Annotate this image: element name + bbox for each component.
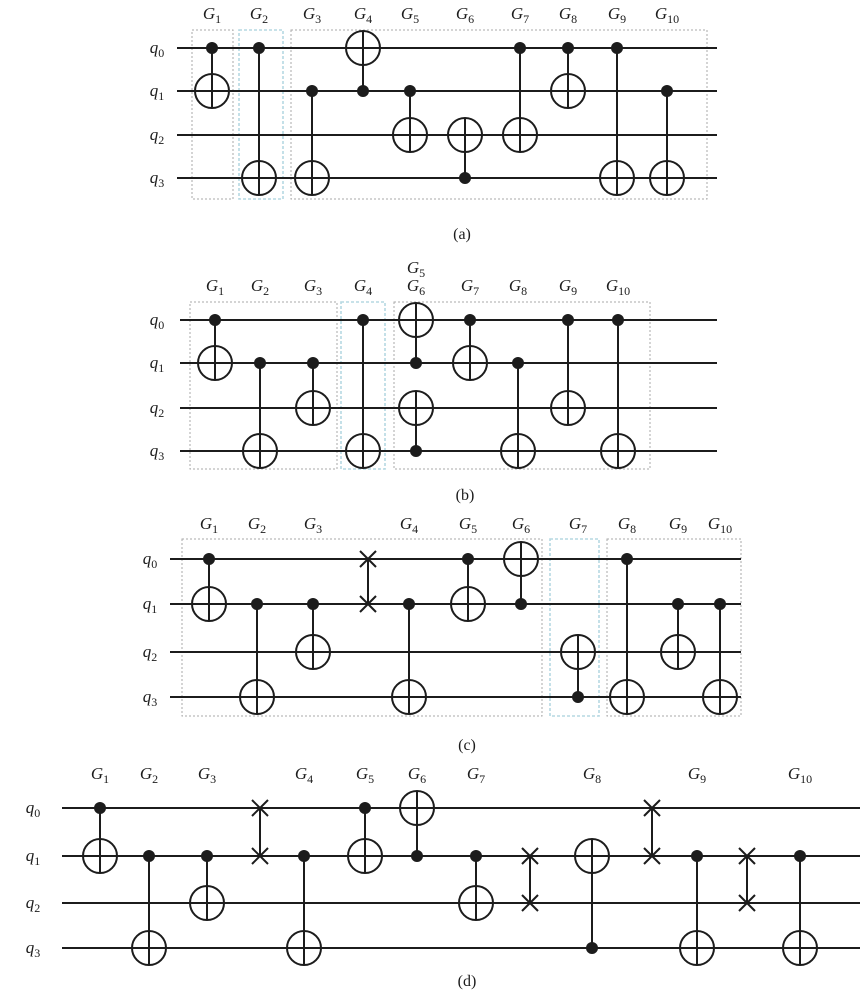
qubit-label-q2: $q_2$ (25, 893, 41, 915)
gate-label-G7: $G_7$ (460, 276, 480, 298)
stage-box (291, 30, 707, 199)
gate-label-G8: $G_8$ (617, 514, 637, 536)
gate-label-G5: $G_5$ (458, 514, 478, 536)
control-dot (459, 172, 471, 184)
qubit-label-q2: $q_2$ (149, 398, 165, 420)
gate-label-G4: $G_4$ (399, 514, 419, 536)
control-dot (572, 691, 584, 703)
gate-label-G3: $G_3$ (303, 514, 323, 536)
control-dot (611, 42, 623, 54)
gate-label-G8: $G_8$ (558, 4, 578, 26)
qubit-label-q2: $q_2$ (149, 125, 165, 147)
qubit-label-q3: $q_3$ (142, 687, 158, 709)
gate-label-G6: $G_6$ (406, 276, 426, 298)
gate-label-G2: $G_2$ (247, 514, 267, 536)
control-dot (462, 553, 474, 565)
qubit-label-q1: $q_1$ (149, 353, 165, 375)
gate-label-G2: $G_2$ (139, 764, 159, 786)
control-dot (794, 850, 806, 862)
gate-label-G1: $G_1$ (90, 764, 110, 786)
control-dot (357, 85, 369, 97)
qubit-label-q0: $q_0$ (25, 798, 41, 820)
gate-label-G1: $G_1$ (199, 514, 219, 536)
control-dot (514, 42, 526, 54)
control-dot (562, 314, 574, 326)
control-dot (253, 42, 265, 54)
gate-label-G6: $G_6$ (511, 514, 531, 536)
control-dot (691, 850, 703, 862)
gate-label-G1: $G_1$ (205, 276, 225, 298)
control-dot (515, 598, 527, 610)
gate-label-G5: $G_5$ (400, 4, 420, 26)
control-dot (307, 598, 319, 610)
gate-label-G5: $G_5$ (406, 258, 426, 280)
gate-label-G3: $G_3$ (197, 764, 217, 786)
gate-label-G5: $G_5$ (355, 764, 375, 786)
subfigure-d (26, 764, 860, 990)
control-dot (410, 357, 422, 369)
qubit-label-q1: $q_1$ (142, 594, 158, 616)
control-dot (612, 314, 624, 326)
control-dot (201, 850, 213, 862)
gate-label-G9: $G_9$ (668, 514, 688, 536)
gate-label-G2: $G_2$ (249, 4, 269, 26)
control-dot (410, 445, 422, 457)
control-dot (143, 850, 155, 862)
subfigure-caption-c: (c) (458, 737, 476, 754)
control-dot (562, 42, 574, 54)
gate-label-G8: $G_8$ (508, 276, 528, 298)
qubit-label-q0: $q_0$ (142, 549, 158, 571)
gate-label-G1: $G_1$ (202, 4, 222, 26)
control-dot (404, 85, 416, 97)
control-dot (254, 357, 266, 369)
gate-label-G9: $G_9$ (687, 764, 707, 786)
control-dot (464, 314, 476, 326)
gate-label-G6: $G_6$ (455, 4, 475, 26)
qubit-label-q2: $q_2$ (142, 642, 158, 664)
qubit-label-q3: $q_3$ (149, 441, 165, 463)
control-dot (714, 598, 726, 610)
gate-label-G7: $G_7$ (568, 514, 588, 536)
gate-label-G7: $G_7$ (510, 4, 530, 26)
gate-label-G4: $G_4$ (353, 4, 373, 26)
gate-label-G10: $G_{10}$ (707, 514, 733, 536)
subfigure-caption-d: (d) (457, 973, 477, 990)
highlight-box (550, 539, 599, 716)
control-dot (203, 553, 215, 565)
qubit-label-q1: $q_1$ (149, 81, 165, 103)
subfigure-a (150, 4, 717, 243)
gate-label-G10: $G_{10}$ (654, 4, 680, 26)
control-dot (298, 850, 310, 862)
qubit-label-q3: $q_3$ (25, 938, 41, 960)
gate-label-G9: $G_9$ (558, 276, 578, 298)
control-dot (94, 802, 106, 814)
control-dot (251, 598, 263, 610)
gate-label-G7: $G_7$ (466, 764, 486, 786)
qubit-label-q3: $q_3$ (149, 168, 165, 190)
qubit-label-q1: $q_1$ (25, 846, 41, 868)
gate-label-G4: $G_4$ (353, 276, 373, 298)
control-dot (661, 85, 673, 97)
control-dot (586, 942, 598, 954)
gate-label-G2: $G_2$ (250, 276, 270, 298)
qubit-label-q0: $q_0$ (149, 38, 165, 60)
control-dot (672, 598, 684, 610)
control-dot (357, 314, 369, 326)
control-dot (206, 42, 218, 54)
control-dot (512, 357, 524, 369)
gate-label-G6: $G_6$ (407, 764, 427, 786)
qubit-label-q0: $q_0$ (149, 310, 165, 332)
gate-label-G8: $G_8$ (582, 764, 602, 786)
control-dot (306, 85, 318, 97)
subfigure-c (143, 514, 741, 754)
gate-label-G9: $G_9$ (607, 4, 627, 26)
control-dot (209, 314, 221, 326)
control-dot (621, 553, 633, 565)
subfigure-b (150, 258, 717, 504)
gate-label-G3: $G_3$ (302, 4, 322, 26)
control-dot (359, 802, 371, 814)
control-dot (411, 850, 423, 862)
gate-label-G4: $G_4$ (294, 764, 314, 786)
control-dot (403, 598, 415, 610)
subfigure-caption-b: (b) (455, 487, 475, 504)
stage-box (190, 302, 337, 469)
control-dot (470, 850, 482, 862)
gate-label-G10: $G_{10}$ (787, 764, 813, 786)
subfigure-caption-a: (a) (453, 226, 471, 243)
control-dot (307, 357, 319, 369)
gate-label-G10: $G_{10}$ (605, 276, 631, 298)
gate-label-G3: $G_3$ (303, 276, 323, 298)
